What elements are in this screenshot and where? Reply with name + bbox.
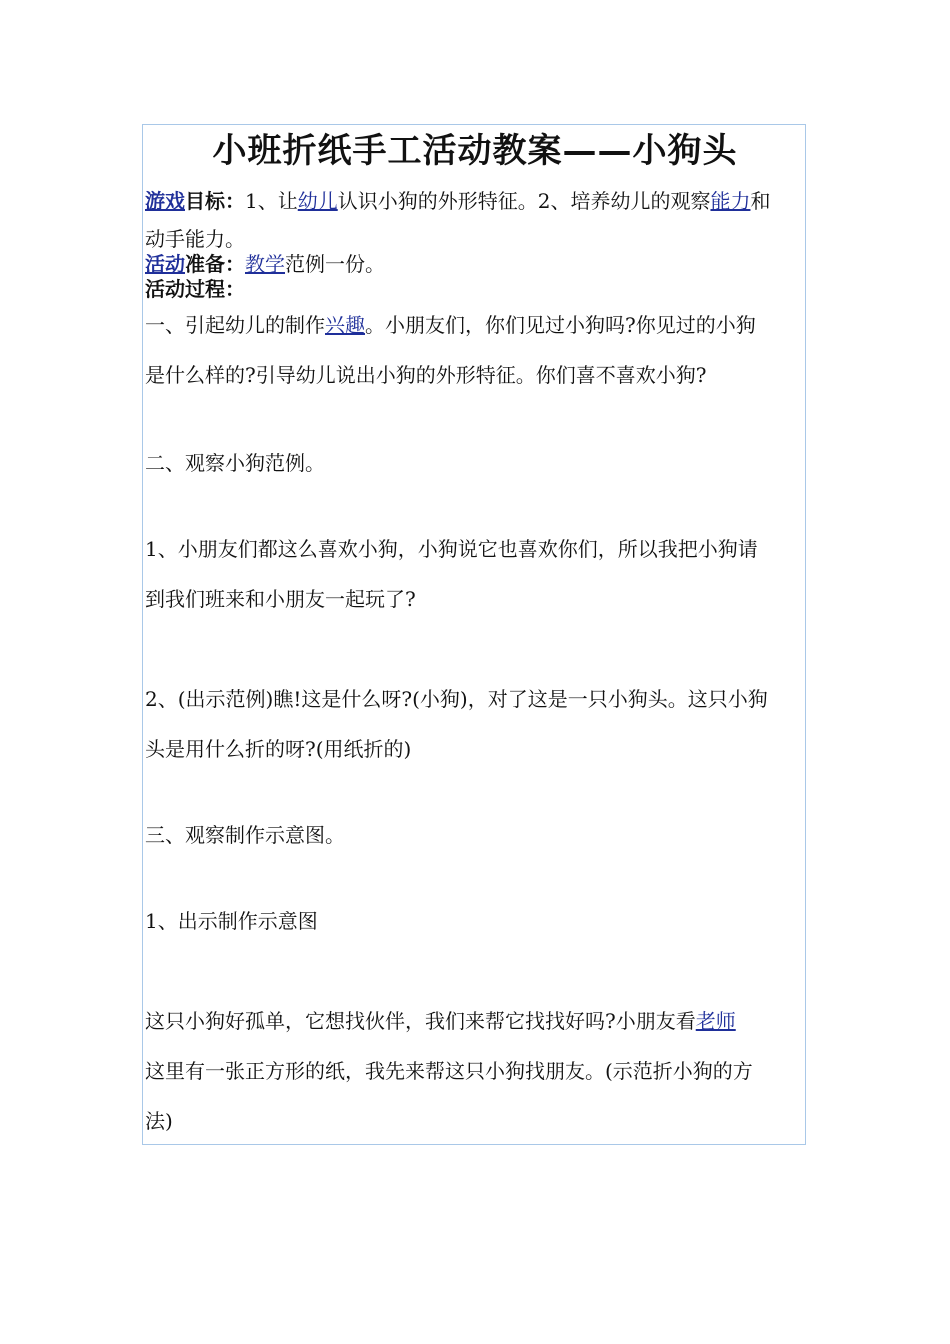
section-2-1-line-2: 到我们班来和小朋友一起玩了? — [145, 587, 416, 611]
page-title: 小班折纸手工活动教案——小狗头 — [212, 131, 738, 171]
section-2-2-line-1: 2、(出示范例)瞧!这是什么呀?(小狗)，对了这是一只小狗头。这只小狗 — [145, 687, 768, 711]
goal-text-1: 1、让 — [245, 189, 298, 213]
goal-label: 目标： — [185, 189, 245, 213]
prep-line — [145, 251, 807, 277]
section-3-paragraph-line-3: 法) — [145, 1109, 173, 1133]
link-laoshi[interactable]: 老师 — [695, 1009, 736, 1033]
section-2-1-line-1: 1、小朋友们都这么喜欢小狗，小狗说它也喜欢你们，所以我把小狗请 — [145, 537, 758, 561]
goal-line-1 — [145, 188, 807, 214]
process-label: 活动过程： — [145, 277, 245, 301]
section-2-2-line-2: 头是用什么折的呀?(用纸折的) — [145, 737, 412, 761]
section-3-paragraph-text-1: 这只小狗好孤单，它想找伙伴，我们来帮它找找好吗?小朋友看 — [145, 1009, 696, 1033]
prep-label-link[interactable]: 活动 — [145, 252, 185, 276]
link-jiaoxue[interactable]: 教学 — [245, 252, 285, 276]
section-1-text-1: 一、引起幼儿的制作 — [145, 313, 325, 337]
link-nengli[interactable]: 能力 — [710, 189, 751, 213]
link-xingqu[interactable]: 兴趣 — [325, 313, 365, 337]
goal-text-2: 认识小狗的外形特征。2、培养幼儿的观察 — [337, 189, 711, 213]
goal-line-2: 动手能力。 — [145, 227, 245, 251]
section-3-paragraph-line-1 — [145, 1008, 807, 1034]
section-3-heading: 三、观察制作示意图。 — [145, 823, 345, 847]
goal-text-3: 和 — [750, 189, 771, 213]
section-2-heading: 二、观察小狗范例。 — [145, 451, 325, 475]
section-1-line-2: 是什么样的?引导幼儿说出小狗的外形特征。你们喜不喜欢小狗? — [145, 363, 707, 387]
prep-label: 准备： — [185, 252, 245, 276]
section-1-line-1 — [145, 312, 807, 338]
section-3-1: 1、出示制作示意图 — [145, 909, 318, 933]
link-youer[interactable]: 幼儿 — [297, 189, 338, 213]
section-1-text-2: 。小朋友们，你们见过小狗吗?你见过的小狗 — [365, 313, 756, 337]
goal-label-link[interactable]: 游戏 — [145, 189, 185, 213]
prep-text: 范例一份。 — [285, 252, 385, 276]
section-3-paragraph-line-2: 这里有一张正方形的纸，我先来帮这只小狗找朋友。(示范折小狗的方 — [145, 1059, 753, 1083]
